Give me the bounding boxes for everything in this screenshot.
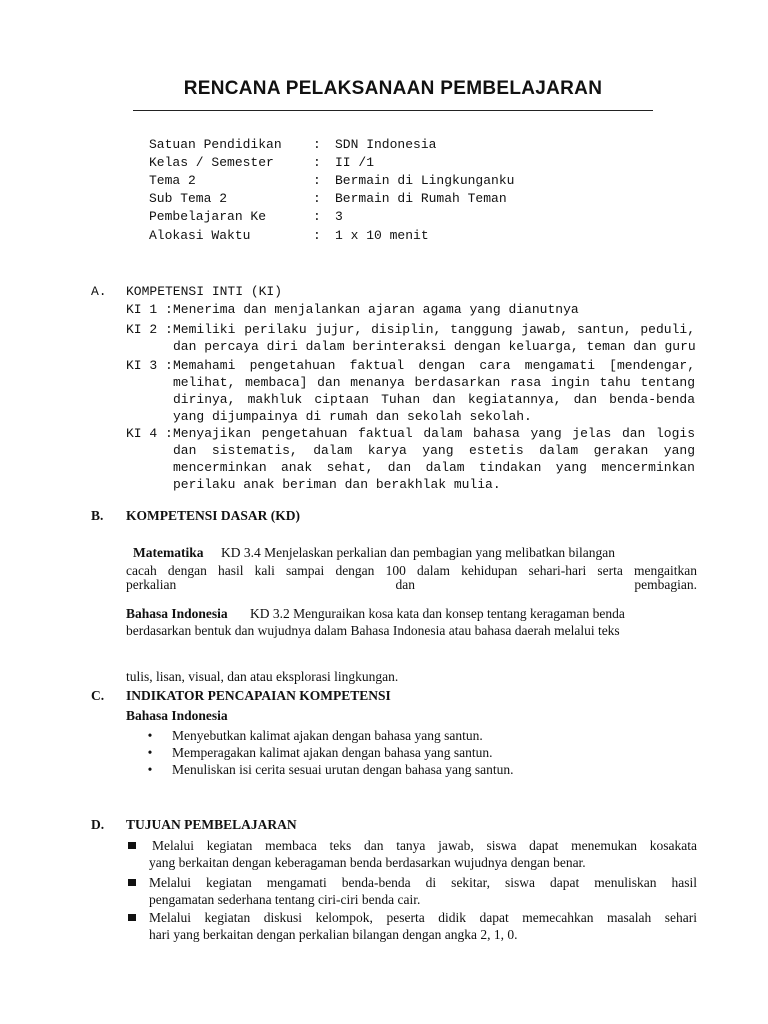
identity-value: SDN Indonesia [335, 137, 437, 152]
goal-text-line: hari yang berkaitan dengan perkalian bilangan dengan angka 2, 1, 0. [149, 927, 518, 942]
identity-colon: : [313, 228, 321, 243]
ki-label: KI 2 : [126, 322, 173, 337]
title-underline [133, 110, 653, 111]
ki-text-line: yang dijumpainya di rumah dan sekolah sekolah. [173, 409, 532, 424]
ki-label: KI 3 : [126, 358, 173, 373]
section-heading: INDIKATOR PENCAPAIAN KOMPETENSI [126, 688, 391, 703]
section-letter: B. [91, 508, 104, 523]
goal-text-line: yang berkaitan dengan keberagaman benda berdasarkan wujudnya dengan benar. [149, 855, 586, 870]
identity-label: Pembelajaran Ke [149, 209, 267, 224]
document-title: RENCANA PELAKSANAAN PEMBELAJARAN [183, 78, 603, 99]
ki-text-line: dan percaya diri dalam berinteraksi dengan keluarga, teman dan guru [173, 339, 696, 354]
kd-subject-name: Matematika [133, 545, 204, 560]
ki-text-line: Menyajikan pengetahuan faktual dalam bahasa yang jelas dan logis [173, 426, 695, 441]
identity-colon: : [313, 173, 321, 188]
ki-text-line: dirinya, makhluk ciptaan Tuhan dan kegiatannya, dan benda-benda [173, 392, 695, 407]
bullet-icon: • [147, 728, 153, 743]
section-heading: KOMPETENSI INTI (KI) [126, 284, 283, 299]
ki-text-line: Memiliki perilaku jujur, disiplin, tanggung jawab, santun, peduli, [173, 322, 695, 337]
kd-text-line: perkalian dan pembagian. [126, 577, 697, 592]
kd-text-line: KD 3.2 Menguraikan kosa kata dan konsep tentang keragaman benda [250, 606, 625, 621]
square-bullet-icon [128, 842, 136, 849]
identity-label: Kelas / Semester [149, 155, 274, 170]
indicator-item: Menyebutkan kalimat ajakan dengan bahasa yang santun. [172, 728, 483, 743]
identity-value: 3 [335, 209, 343, 224]
section-letter: D. [91, 817, 105, 832]
goal-text-line: Melalui kegiatan membaca teks dan tanya jawab, siswa dapat menemukan kosakata [152, 838, 697, 853]
section-letter: A. [91, 284, 107, 299]
kd-text-line: berdasarkan bentuk dan wujudnya dalam Bahasa Indonesia atau bahasa daerah melalui teks [126, 623, 620, 638]
square-bullet-icon [128, 879, 136, 886]
square-bullet-icon [128, 914, 136, 921]
goal-text-line: Melalui kegiatan diskusi kelompok, peserta didik dapat memecahkan masalah sehari [149, 910, 697, 925]
section-letter: C. [91, 688, 105, 703]
identity-value: 1 x 10 menit [335, 228, 429, 243]
identity-value: Bermain di Rumah Teman [335, 191, 507, 206]
goal-text-line: pengamatan sederhana tentang ciri-ciri benda cair. [149, 892, 421, 907]
section-heading: TUJUAN PEMBELAJARAN [126, 817, 297, 832]
identity-label: Alokasi Waktu [149, 228, 251, 243]
ki-text-line: dan sistematis, dalam karya yang estetis dalam gerakan yang [173, 443, 695, 458]
identity-colon: : [313, 155, 321, 170]
indicator-item: Menuliskan isi cerita sesuai urutan dengan bahasa yang santun. [172, 762, 514, 777]
kd-text-line: cacah dengan hasil kali sampai dengan 100 dalam kehidupan sehari-hari serta mengaitkan [126, 563, 697, 578]
ki-text-line: mencerminkan anak sehat, dan dalam tindakan yang mencerminkan [173, 460, 695, 475]
ki-label: KI 1 : [126, 302, 173, 317]
section-heading: KOMPETENSI DASAR (KD) [126, 508, 301, 523]
kd-subject [133, 544, 203, 562]
identity-colon: : [313, 191, 321, 206]
section-subheading: Bahasa Indonesia [126, 708, 228, 723]
identity-colon: : [313, 209, 321, 224]
bullet-icon: • [147, 745, 153, 760]
ki-label: KI 4 : [126, 426, 173, 441]
goal-text-line: Melalui kegiatan mengamati benda-benda di sekitar, siswa dapat menuliskan hasil [149, 875, 697, 890]
identity-colon: : [313, 137, 321, 152]
ki-text-line: Menerima dan menjalankan ajaran agama yang dianutnya [173, 302, 579, 317]
ki-text-line: perilaku anak beriman dan berakhlak mulia. [173, 477, 501, 492]
identity-value: Bermain di Lingkunganku [335, 173, 515, 188]
bullet-icon: • [147, 762, 153, 777]
identity-value: II /1 [335, 155, 375, 170]
ki-text-line: melihat, membaca] dan menanya berdasarkan rasa ingin tahu tentang [173, 375, 695, 390]
kd-text-line: KD 3.4 Menjelaskan perkalian dan pembagian yang melibatkan bilangan [221, 545, 615, 560]
kd-subject-name: Bahasa Indonesia [126, 606, 228, 621]
identity-label: Sub Tema 2 [149, 191, 228, 206]
kd-text-line: tulis, lisan, visual, dan atau eksplorasi lingkungan. [126, 669, 399, 684]
identity-label: Tema 2 [149, 173, 196, 188]
indicator-item: Memperagakan kalimat ajakan dengan bahasa yang santun. [172, 745, 493, 760]
identity-label: Satuan Pendidikan [149, 137, 282, 152]
ki-text-line: Memahami pengetahuan faktual dengan cara mengamati [mendengar, [173, 358, 695, 373]
